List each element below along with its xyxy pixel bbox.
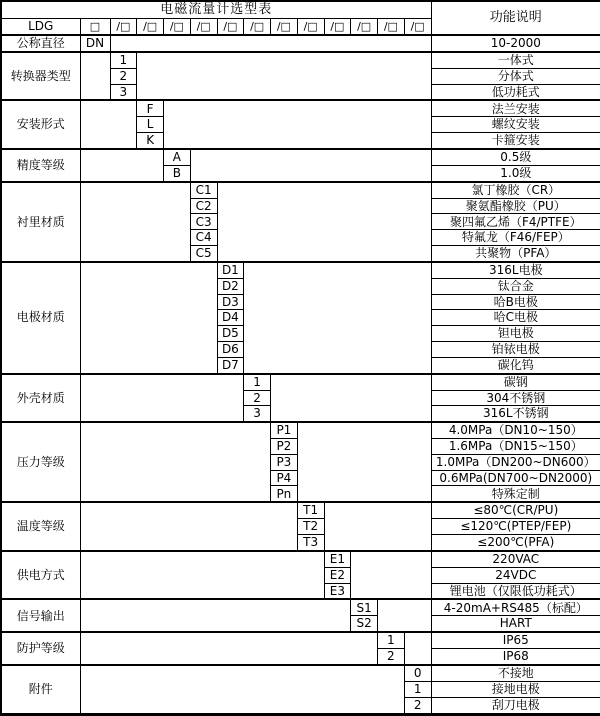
- dn-code: DN: [80, 35, 110, 52]
- group-label: 温度等级: [1, 502, 80, 551]
- option-code: D7: [217, 357, 244, 373]
- group-label: 衬里材质: [1, 182, 80, 262]
- option-desc: 刮刀电极: [431, 697, 600, 714]
- option-desc: 一体式: [431, 52, 600, 68]
- option-desc: 不接地: [431, 665, 600, 681]
- option-code: C5: [190, 246, 217, 262]
- option-code: T2: [297, 519, 324, 535]
- group-label: 安装形式: [1, 100, 80, 149]
- option-desc: ≤80℃(CR/PU): [431, 502, 600, 518]
- model-slot-box: /□: [190, 19, 217, 35]
- option-code: K: [137, 133, 164, 149]
- model-slot-box: /□: [164, 19, 191, 35]
- option-code: Pn: [271, 486, 298, 502]
- spacer-cell: [164, 100, 432, 149]
- group-label: 附件: [1, 665, 80, 715]
- option-code: 3: [110, 84, 137, 100]
- option-desc: 4.0MPa（DN10~150）: [431, 422, 600, 438]
- option-code: 2: [244, 390, 271, 406]
- option-code: C2: [190, 198, 217, 214]
- option-desc: 4-20mA+RS485（标配）: [431, 599, 600, 615]
- option-desc: 铂铱电极: [431, 341, 600, 357]
- option-desc: 法兰安装: [431, 100, 600, 116]
- spacer-cell: [80, 262, 217, 374]
- spacer-cell: [80, 182, 190, 262]
- option-code: 2: [404, 697, 431, 714]
- option-desc: 特殊定制: [431, 486, 600, 502]
- title-row: [1, 1, 600, 19]
- option-desc: 钽电极: [431, 326, 600, 342]
- spacer-cell: [80, 374, 244, 423]
- spacer-cell: [80, 100, 137, 149]
- option-code: L: [137, 117, 164, 133]
- model-prefix: LDG: [1, 19, 80, 35]
- option-code: F: [137, 100, 164, 116]
- dn-desc: 10-2000: [431, 35, 600, 52]
- group-label: 供电方式: [1, 551, 80, 600]
- option-code: C1: [190, 182, 217, 198]
- spacer-cell: [378, 599, 432, 632]
- option-code: 3: [244, 406, 271, 422]
- option-desc: ≤120℃(PTEP/FEP): [431, 519, 600, 535]
- spacer-cell: [80, 632, 378, 665]
- spacer-cell: [271, 374, 432, 423]
- spacer-cell: [404, 632, 431, 665]
- option-code: 1: [110, 52, 137, 68]
- spacer-cell: [80, 502, 297, 551]
- option-code: D4: [217, 310, 244, 326]
- group-row: [1, 182, 600, 198]
- group-label: 精度等级: [1, 149, 80, 182]
- group-row: [1, 262, 600, 278]
- group-label: 转换器类型: [1, 52, 80, 101]
- group-label: 信号输出: [1, 599, 80, 632]
- spacer-cell: [351, 551, 431, 600]
- spacer-cell: [80, 665, 404, 715]
- spacer-cell: [190, 149, 431, 182]
- option-desc: 共聚物（PFA）: [431, 246, 600, 262]
- group-label: 电极材质: [1, 262, 80, 374]
- option-code: 1: [378, 632, 405, 648]
- option-desc: 24VDC: [431, 567, 600, 583]
- option-code: T1: [297, 502, 324, 518]
- option-code: 1: [244, 374, 271, 390]
- option-desc: 分体式: [431, 68, 600, 84]
- option-desc: IP65: [431, 632, 600, 648]
- option-desc: 1.0级: [431, 165, 600, 181]
- option-desc: 0.6MPa(DN700~DN2000): [431, 470, 600, 486]
- option-code: E3: [324, 583, 351, 599]
- option-desc: 低功耗式: [431, 84, 600, 100]
- option-code: D2: [217, 278, 244, 294]
- option-desc: 316L不锈钢: [431, 406, 600, 422]
- option-code: E2: [324, 567, 351, 583]
- option-code: P4: [271, 470, 298, 486]
- model-slot-box: /□: [244, 19, 271, 35]
- option-desc: 接地电极: [431, 681, 600, 697]
- option-desc: 哈B电极: [431, 294, 600, 310]
- option-code: E1: [324, 551, 351, 567]
- model-slot-box: /□: [271, 19, 298, 35]
- option-code: 1: [404, 681, 431, 697]
- group-row: [1, 599, 600, 615]
- model-slot-box: /□: [351, 19, 378, 35]
- model-slot-box: /□: [324, 19, 351, 35]
- option-desc: 氯丁橡胶（CR）: [431, 182, 600, 198]
- option-desc: 卡箍安装: [431, 133, 600, 149]
- option-desc: 聚氨酯橡胶（PU）: [431, 198, 600, 214]
- group-row: [1, 100, 600, 116]
- option-desc: 螺纹安装: [431, 117, 600, 133]
- model-slot-box: /□: [110, 19, 137, 35]
- model-slot-box: /□: [297, 19, 324, 35]
- model-slot-box: /□: [217, 19, 244, 35]
- group-row: [1, 551, 600, 567]
- spacer-cell: [244, 262, 431, 374]
- option-code: 2: [110, 68, 137, 84]
- spacer-cell: [217, 182, 431, 262]
- spacer-cell: [110, 35, 431, 52]
- option-code: P1: [271, 422, 298, 438]
- dn-label: 公称直径: [1, 35, 80, 52]
- option-desc: IP68: [431, 649, 600, 665]
- table-title: 电磁流量计选型表: [1, 1, 431, 19]
- group-label: 压力等级: [1, 422, 80, 502]
- model-base-box: □: [80, 19, 110, 35]
- spacer-cell: [80, 551, 324, 600]
- group-row: [1, 665, 600, 681]
- option-desc: 220VAC: [431, 551, 600, 567]
- spacer-cell: [80, 149, 164, 182]
- group-row: [1, 374, 600, 390]
- option-code: S2: [351, 616, 378, 632]
- group-row: [1, 422, 600, 438]
- model-slot-box: /□: [137, 19, 164, 35]
- option-desc: 碳化钨: [431, 357, 600, 373]
- option-desc: 聚四氟乙烯（F4/PTFE）: [431, 214, 600, 230]
- option-code: C3: [190, 214, 217, 230]
- option-desc: 0.5级: [431, 149, 600, 165]
- option-code: P3: [271, 454, 298, 470]
- desc-header: 功能说明: [431, 1, 600, 35]
- option-desc: 特氟龙（F46/FEP）: [431, 230, 600, 246]
- spacer-cell: [324, 502, 431, 551]
- option-code: 0: [404, 665, 431, 681]
- option-desc: 304不锈钢: [431, 390, 600, 406]
- option-code: D1: [217, 262, 244, 278]
- dn-row: [1, 35, 600, 52]
- group-row: [1, 52, 600, 68]
- option-code: S1: [351, 599, 378, 615]
- option-code: B: [164, 165, 191, 181]
- option-desc: 钛合金: [431, 278, 600, 294]
- option-code: A: [164, 149, 191, 165]
- option-desc: 碳钢: [431, 374, 600, 390]
- spacer-cell: [137, 52, 431, 101]
- option-desc: ≤200℃(PFA): [431, 535, 600, 551]
- option-desc: 哈C电极: [431, 310, 600, 326]
- option-desc: HART: [431, 616, 600, 632]
- model-slot-box: /□: [378, 19, 405, 35]
- option-desc: 316L电极: [431, 262, 600, 278]
- option-code: 2: [378, 649, 405, 665]
- option-code: T3: [297, 535, 324, 551]
- spacer-cell: [80, 599, 351, 632]
- group-row: [1, 502, 600, 518]
- option-code: D5: [217, 326, 244, 342]
- group-label: 防护等级: [1, 632, 80, 665]
- group-row: [1, 632, 600, 648]
- spacer-cell: [80, 422, 271, 502]
- option-code: C4: [190, 230, 217, 246]
- group-label: 外壳材质: [1, 374, 80, 423]
- spacer-cell: [80, 52, 110, 101]
- spacer-cell: [297, 422, 431, 502]
- option-desc: 锂电池（仅限低功耗式）: [431, 583, 600, 599]
- option-code: D3: [217, 294, 244, 310]
- option-desc: 1.0MPa（DN200~DN600）: [431, 454, 600, 470]
- option-code: P2: [271, 439, 298, 455]
- group-row: [1, 149, 600, 165]
- option-code: D6: [217, 341, 244, 357]
- model-slot-box: /□: [404, 19, 431, 35]
- option-desc: 1.6MPa（DN15~150）: [431, 439, 600, 455]
